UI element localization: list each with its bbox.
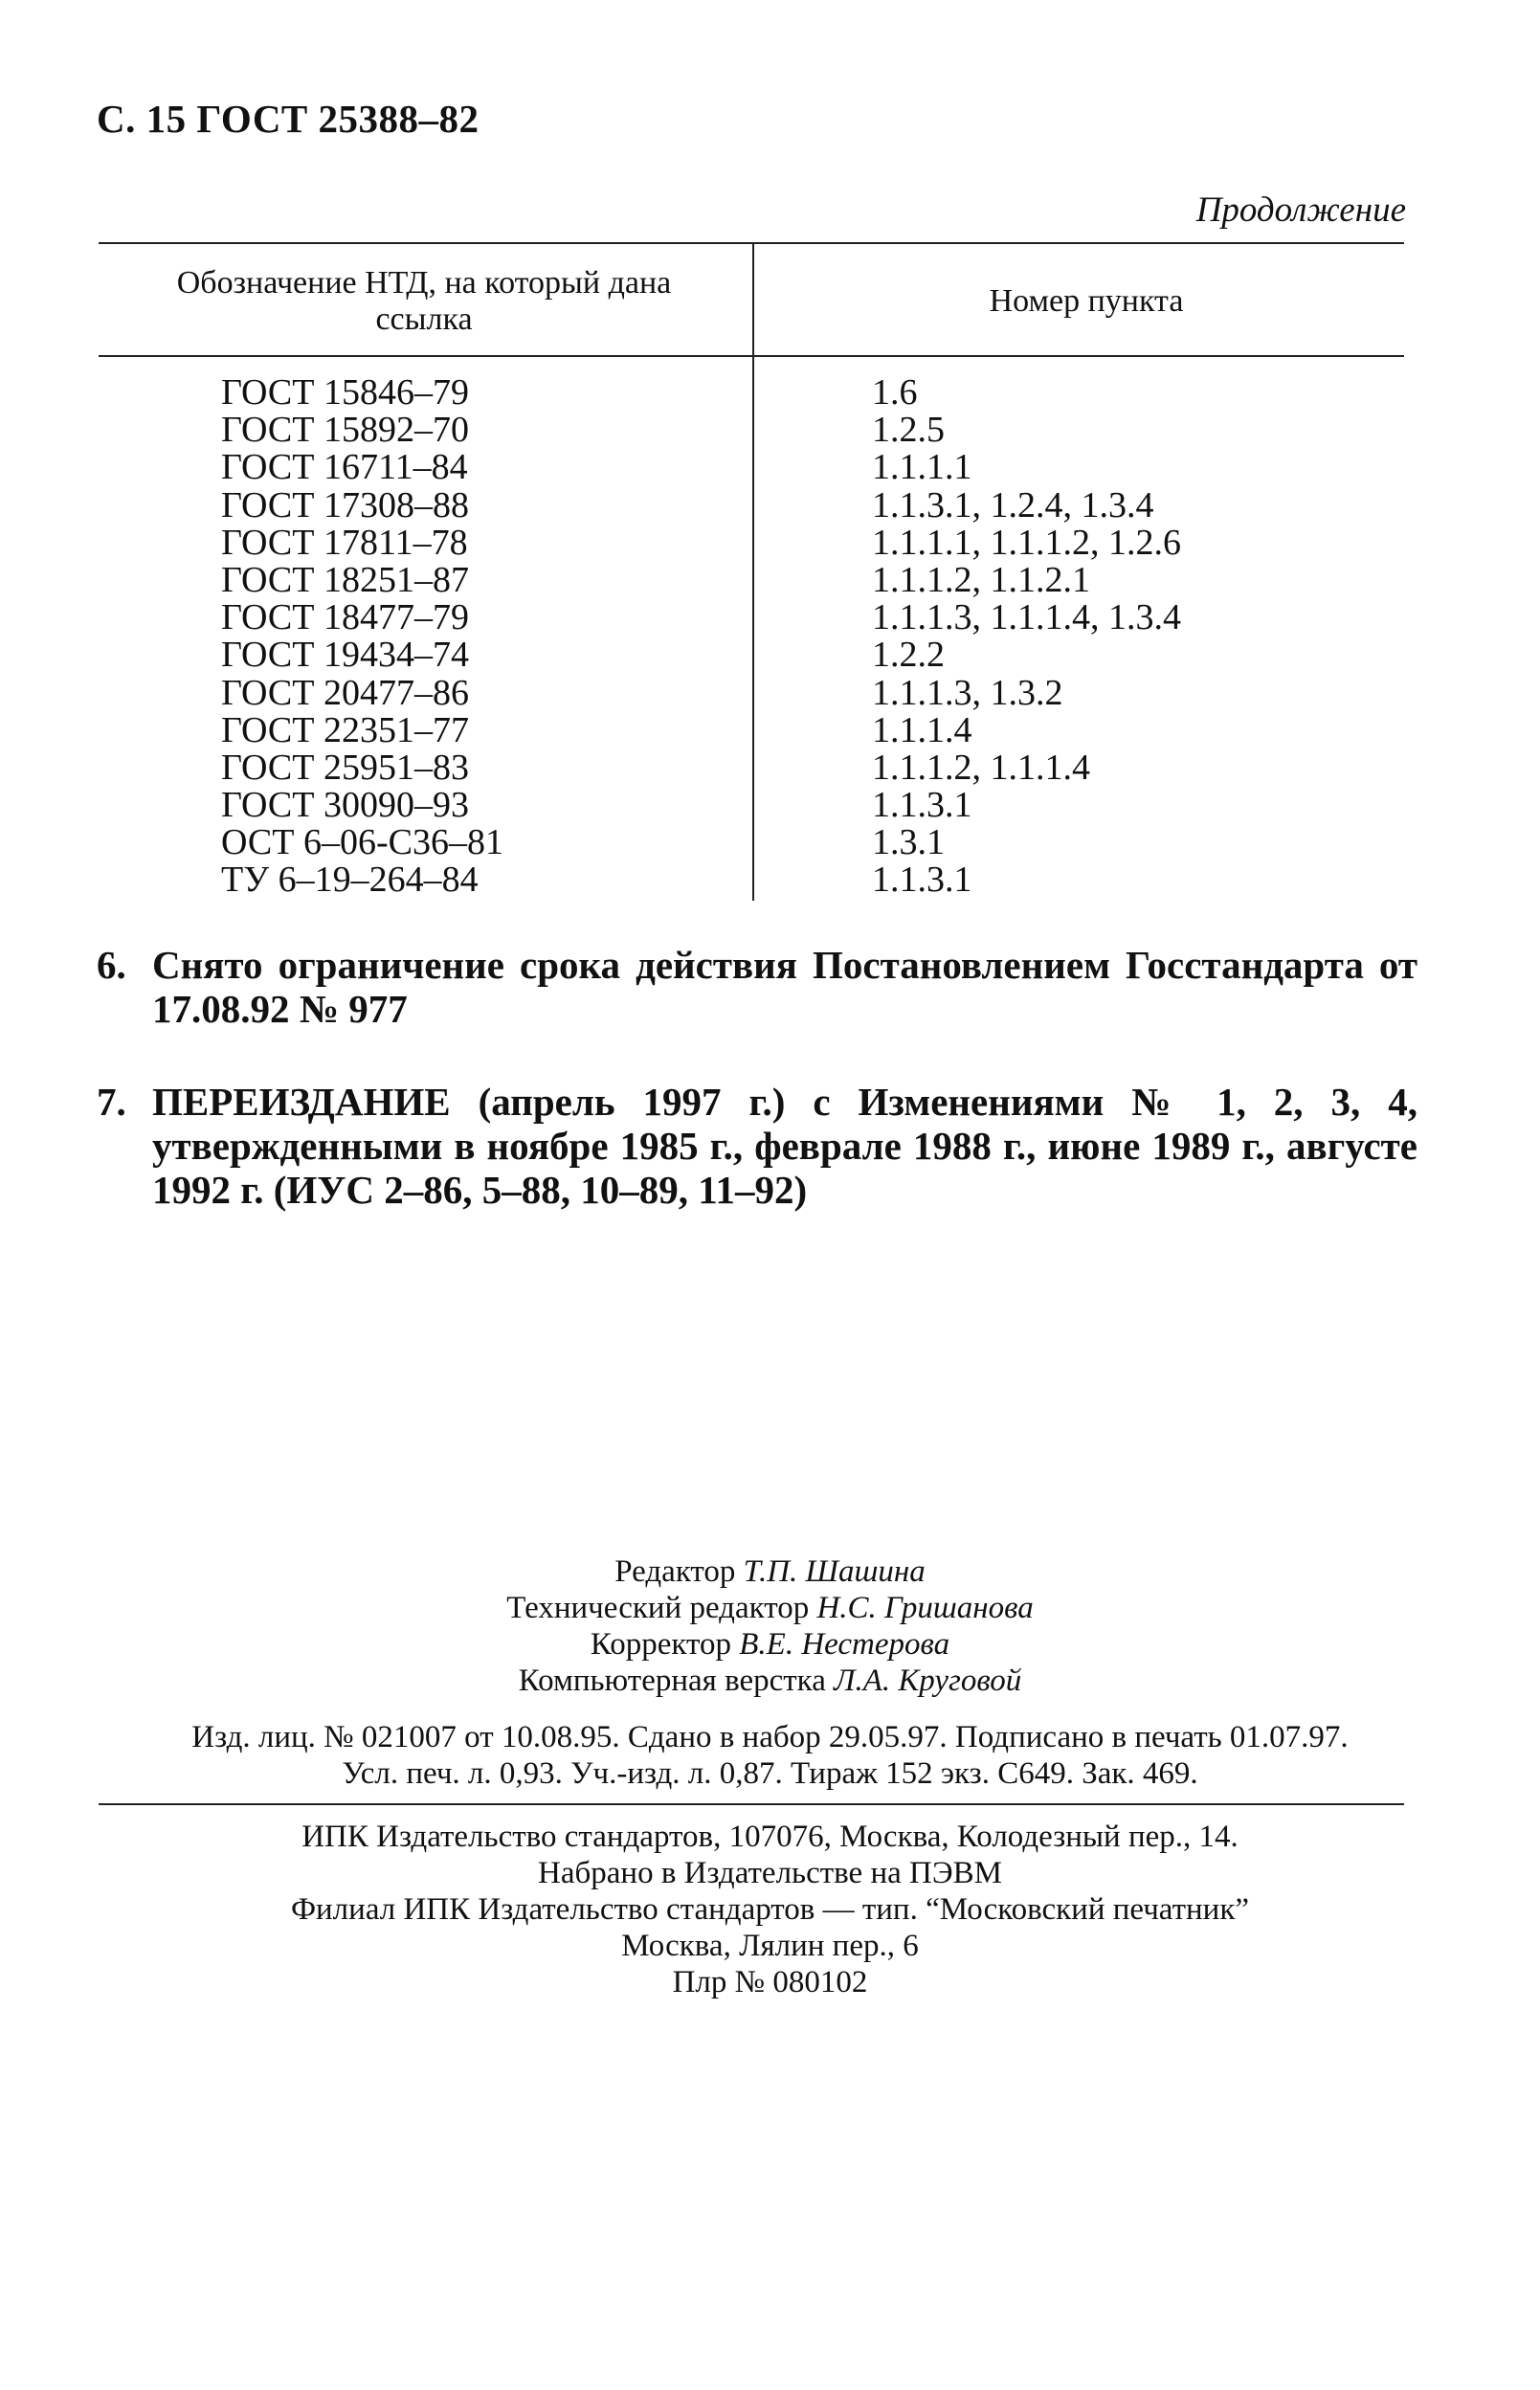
document-cell: ГОСТ 15846–79 bbox=[221, 372, 469, 413]
document-cell: ОСТ 6–06-С36–81 bbox=[221, 822, 503, 863]
table-row bbox=[99, 749, 1404, 787]
note-text: Снято ограничение срока действия Постановлением Госстандарта от 17.08.92 № 977 bbox=[152, 943, 1417, 1031]
publisher-block bbox=[0, 1819, 1540, 2000]
credit-name: В.Е. Нестерова bbox=[739, 1627, 950, 1662]
page-title: С. 15 ГОСТ 25388–82 bbox=[97, 97, 480, 141]
clause-cell: 1.1.1.3, 1.3.2 bbox=[872, 672, 1063, 713]
clause-cell: 1.1.1.3, 1.1.1.4, 1.3.4 bbox=[872, 597, 1181, 638]
table-row bbox=[99, 637, 1404, 674]
column-header-clause: Номер пункта bbox=[989, 283, 1184, 319]
document-cell: ГОСТ 15892–70 bbox=[221, 410, 469, 451]
table-row bbox=[99, 672, 1404, 713]
credit-role: Компьютерная верстка bbox=[518, 1664, 826, 1698]
credit-line bbox=[0, 1663, 1540, 1699]
credit-role: Редактор bbox=[614, 1554, 736, 1589]
document-cell: ГОСТ 17308–88 bbox=[221, 484, 469, 525]
clause-cell: 1.1.1.4 bbox=[872, 709, 972, 750]
table-row bbox=[99, 559, 1404, 600]
credit-role: Технический редактор bbox=[506, 1591, 810, 1625]
credit-name: Т.П. Шашина bbox=[743, 1554, 926, 1589]
clause-cell: 1.1.3.1 bbox=[872, 785, 972, 826]
imprint-rule bbox=[99, 1803, 1404, 1805]
table-row bbox=[99, 412, 1404, 449]
note-number: 7. bbox=[97, 1080, 126, 1124]
clause-cell: 1.1.1.1, 1.1.1.2, 1.2.6 bbox=[872, 522, 1181, 563]
imprint-line: Изд. лиц. № 021007 от 10.08.95. Сдано в набор 29.05.97. Подписано в печать 01.07.97. bbox=[191, 1720, 1349, 1754]
document-cell: ГОСТ 20477–86 bbox=[221, 672, 469, 713]
table-row bbox=[99, 861, 1404, 899]
note-text: ПЕРЕИЗДАНИЕ (апрель 1997 г.) с Изменениями № 1, 2, 3, 4, утвержденными в ноябре 1985 г., феврале 1988 г., июне 1989 г., августе 1992 г. (ИУС 2–86, 5–88, 10–89, 11–92) bbox=[152, 1080, 1417, 1212]
document-cell: ТУ 6–19–264–84 bbox=[221, 860, 479, 901]
publisher-line: ИПК Издательство стандартов, 107076, Москва, Колодезный пер., 14. bbox=[301, 1820, 1239, 1854]
document-cell: ГОСТ 19434–74 bbox=[221, 635, 469, 676]
credit-line bbox=[0, 1626, 1540, 1663]
credits-block bbox=[0, 1553, 1540, 1699]
clause-cell: 1.1.3.1, 1.2.4, 1.3.4 bbox=[872, 484, 1154, 525]
table-row bbox=[99, 709, 1404, 750]
table-row bbox=[99, 484, 1404, 525]
clause-cell: 1.2.5 bbox=[872, 410, 945, 451]
note-7 bbox=[97, 1080, 1417, 1212]
table-header-rule bbox=[99, 355, 1404, 357]
clause-cell: 1.1.1.1 bbox=[872, 447, 972, 488]
imprint-block bbox=[0, 1719, 1540, 1792]
table-row bbox=[99, 599, 1404, 637]
table-row bbox=[99, 374, 1404, 412]
table-row bbox=[99, 824, 1404, 861]
document-cell: ГОСТ 18477–79 bbox=[221, 597, 469, 638]
document-cell: ГОСТ 17811–78 bbox=[221, 522, 468, 563]
publisher-line: Набрано в Издательстве на ПЭВМ bbox=[538, 1856, 1002, 1890]
document-cell: ГОСТ 30090–93 bbox=[221, 785, 469, 826]
publisher-line: Плр № 080102 bbox=[672, 1965, 868, 1999]
clause-cell: 1.3.1 bbox=[872, 822, 945, 863]
clause-cell: 1.1.1.2, 1.1.2.1 bbox=[872, 559, 1090, 600]
table-top-rule bbox=[99, 242, 1404, 244]
clause-cell: 1.1.1.2, 1.1.1.4 bbox=[872, 747, 1090, 788]
table-row bbox=[99, 787, 1404, 824]
credit-name: Л.А. Круговой bbox=[834, 1664, 1022, 1698]
continuation-label: Продолжение bbox=[1195, 190, 1406, 230]
clause-cell: 1.1.3.1 bbox=[872, 860, 972, 901]
table-row bbox=[99, 449, 1404, 486]
note-6 bbox=[97, 943, 1417, 1031]
table-body bbox=[99, 374, 1404, 900]
clause-cell: 1.6 bbox=[872, 372, 918, 413]
credit-name: Н.С. Гришанова bbox=[816, 1591, 1034, 1625]
document-cell: ГОСТ 25951–83 bbox=[221, 747, 469, 788]
column-header-document: Обозначение НТД, на который дана ссылка bbox=[176, 265, 672, 337]
document-cell: ГОСТ 18251–87 bbox=[221, 559, 469, 600]
table-row bbox=[99, 522, 1404, 563]
credit-line bbox=[0, 1590, 1540, 1626]
clause-cell: 1.2.2 bbox=[872, 635, 945, 676]
document-cell: ГОСТ 22351–77 bbox=[221, 709, 469, 750]
note-number: 6. bbox=[97, 943, 126, 987]
credit-role: Корректор bbox=[590, 1627, 731, 1662]
document-cell: ГОСТ 16711–84 bbox=[221, 447, 468, 488]
imprint-line: Усл. печ. л. 0,93. Уч.-изд. л. 0,87. Тираж 152 экз. С649. Зак. 469. bbox=[342, 1756, 1198, 1791]
credit-line bbox=[0, 1553, 1540, 1590]
publisher-line: Москва, Лялин пер., 6 bbox=[621, 1929, 919, 1963]
publisher-line: Филиал ИПК Издательство стандартов — тип. “Московский печатник” bbox=[290, 1892, 1250, 1927]
